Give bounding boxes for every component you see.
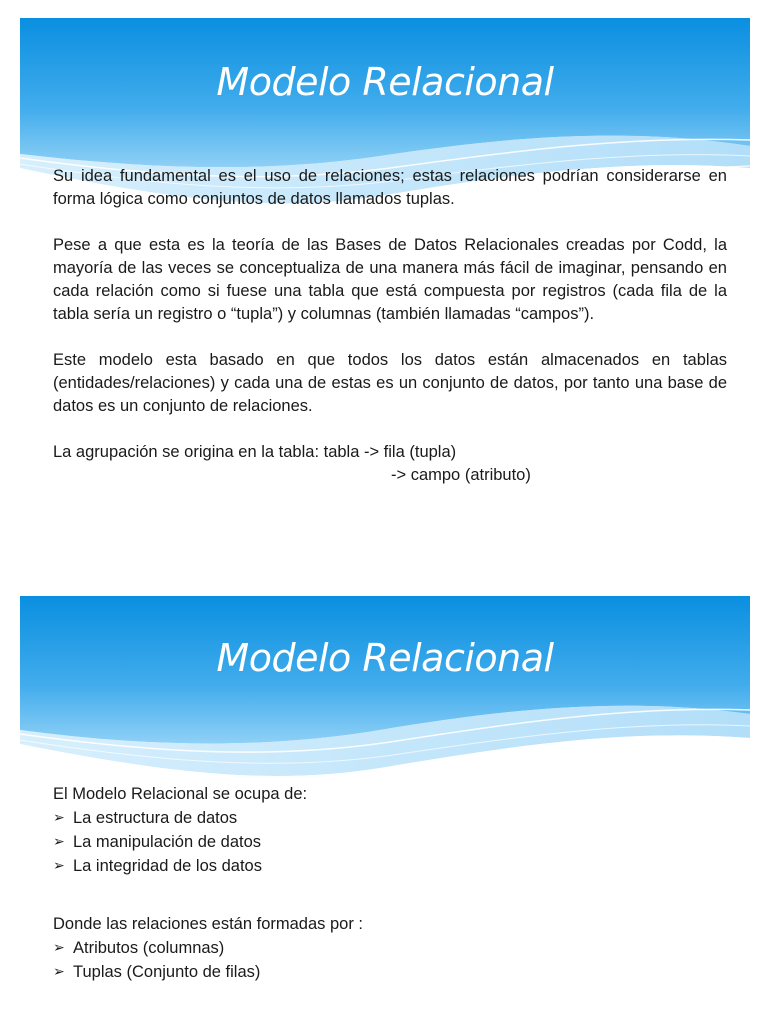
list-item-text: Atributos (columnas) <box>73 938 225 957</box>
grouping-text <box>53 441 727 487</box>
paragraph: Su idea fundamental es el uso de relaciones; estas relaciones podrían considerarse en forma lógica como conjuntos de datos llamados tuplas. <box>53 167 727 208</box>
slide-title: Modelo Relacional <box>216 60 554 104</box>
slide-body <box>53 782 727 984</box>
list-item <box>53 806 727 830</box>
grouping-line-2: -> campo (atributo) <box>391 466 531 484</box>
arrow-bullet-icon: ➢ <box>53 833 65 850</box>
intro-text: El Modelo Relacional se ocupa de: <box>53 785 308 803</box>
arrow-bullet-icon: ➢ <box>53 809 65 826</box>
list-item <box>53 854 727 878</box>
list-item <box>53 830 727 854</box>
list-item-text: La manipulación de datos <box>73 832 262 851</box>
arrow-bullet-icon: ➢ <box>53 963 65 980</box>
list-item <box>53 960 727 984</box>
slide-2 <box>20 596 750 1024</box>
slide-body <box>53 165 727 487</box>
grouping-line-1: La agrupación se origina en la tabla: tabla -> fila (tupla) <box>53 443 457 461</box>
arrow-bullet-icon: ➢ <box>53 939 65 956</box>
bullet-list <box>53 936 727 984</box>
arrow-bullet-icon: ➢ <box>53 857 65 874</box>
slide-1 <box>20 18 750 484</box>
slide-banner-wave <box>20 596 750 796</box>
bullet-list <box>53 806 727 878</box>
slide-title: Modelo Relacional <box>216 636 554 680</box>
list-item-text: La estructura de datos <box>73 808 238 827</box>
list-item <box>53 936 727 960</box>
list-item-text: Tuplas (Conjunto de filas) <box>73 962 261 981</box>
intro-text: Donde las relaciones están formadas por : <box>53 915 364 933</box>
paragraph: Pese a que esta es la teoría de las Bases de Datos Relacionales creadas por Codd, la mayoría de las veces se conceptualiza de una manera más fácil de imaginar, pensando en cada relación como si fuese una tabla que está compuesta por registros (cada fila de la tabla sería un registro o “tupla”) y columnas (también llamadas “campos”). <box>53 236 727 323</box>
list-item-text: La integridad de los datos <box>73 856 262 875</box>
paragraph: Este modelo esta basado en que todos los datos están almacenados en tablas (entidades/relaciones) y cada una de estas es un conjunto de datos, por tanto una base de datos es un conjunto de relaciones. <box>53 351 727 415</box>
